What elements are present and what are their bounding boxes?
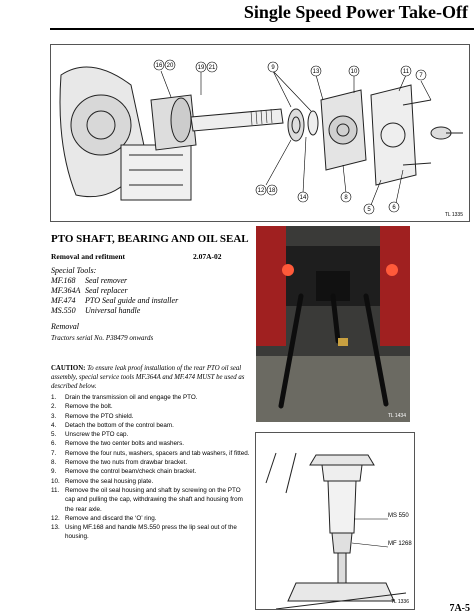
step-text: Unscrew the PTO cap. (65, 431, 129, 439)
step-text: Remove the seal housing plate. (65, 477, 154, 485)
callout-label: 10 (350, 69, 358, 75)
tool-desc: Seal replacer (85, 286, 128, 295)
page-title: Single Speed Power Take-Off (243, 2, 468, 22)
step-number: 1. (51, 394, 57, 401)
step-number: 4. (51, 421, 57, 429)
tool-code: MF.364A (51, 286, 81, 295)
tool-code: MF.474 (51, 296, 76, 305)
list-item (51, 486, 251, 514)
callout-label: 14 (299, 195, 307, 201)
header-rule (50, 28, 474, 30)
callout-label: 18 (268, 188, 276, 194)
figure-ref: TL 1434 (387, 413, 406, 419)
step-text: Detach the bottom of the control beam. (65, 421, 174, 429)
callout-label: 9 (271, 65, 275, 71)
seal-tool-drawing (256, 433, 414, 609)
step-text: Remove the two center bolts and washers. (65, 440, 185, 448)
callout-label: 16 (155, 63, 163, 69)
list-item (51, 412, 251, 421)
list-item (51, 514, 251, 523)
tool-code: MS.550 (51, 306, 76, 315)
list-item (51, 421, 251, 430)
callout-label: 11 (402, 69, 410, 75)
callout-label: 5 (367, 207, 371, 213)
tool-item (51, 276, 178, 286)
list-item (51, 439, 251, 448)
step-number: 8. (51, 459, 57, 467)
step-number: 12. (51, 514, 60, 522)
list-item (51, 458, 251, 467)
step-text: Remove the two nuts from drawbar bracket. (65, 459, 188, 467)
tool-desc: Seal remover (85, 276, 128, 285)
page-number: 7A-5 (449, 603, 470, 614)
step-text: Using MF.168 and handle MS.550 press the lip seal out of the housing. (65, 524, 237, 541)
list-item (51, 467, 251, 476)
list-item (51, 449, 251, 458)
callout-label: 20 (166, 63, 174, 69)
photo-drawing (256, 226, 410, 422)
step-number: 2. (51, 403, 57, 411)
figure-ref: TL 1336 (390, 599, 409, 605)
step-text: Remove the PTO shield. (65, 412, 134, 420)
step-number: 3. (51, 412, 57, 420)
callout-label: MF 1268 (388, 541, 412, 547)
special-tools-list (51, 276, 178, 316)
step-text: Remove the oil seal housing and shaft by screwing on the PTO cap and pulling the cap, withdrawing the shaft and housing from the rear axle. (65, 486, 243, 513)
step-number: 11. (51, 486, 60, 494)
callout-label: 21 (208, 65, 216, 71)
list-item (51, 402, 251, 411)
tool-item (51, 296, 178, 306)
callout-label: 7 (419, 73, 423, 79)
step-number: 13. (51, 524, 60, 532)
list-item (51, 523, 251, 542)
tool-desc: Universal handle (85, 306, 141, 315)
removal-steps (51, 393, 251, 542)
list-item (51, 477, 251, 486)
tool-desc: PTO Seal guide and installer (85, 296, 179, 305)
removal-heading: Removal (51, 322, 79, 331)
caution-note (51, 364, 247, 391)
section-title: PTO SHAFT, BEARING AND OIL SEAL (51, 233, 249, 245)
tool-item (51, 306, 178, 316)
caution-text: To ensure leak proof installation of the rear PTO oil seal assembly, special service tools MF.364A and MF.474 MUST be used as described below. (51, 365, 245, 390)
section-subtitle: Removal and refitment (51, 252, 126, 261)
exploded-view-drawing (51, 45, 469, 221)
step-number: 7. (51, 449, 57, 457)
callout-label: 19 (197, 65, 205, 71)
removal-serial: Tractors serial No. P38479 onwards (51, 334, 154, 342)
step-number: 5. (51, 431, 57, 439)
tool-code: MF.168 (51, 276, 76, 285)
step-text: Remove the control beam/check chain bracket. (65, 468, 197, 476)
step-text: Remove the bolt. (65, 403, 113, 411)
step-number: 6. (51, 440, 57, 448)
list-item (51, 430, 251, 439)
seal-tool-figure (255, 432, 415, 610)
exploded-view-figure (50, 44, 470, 222)
step-number: 9. (51, 468, 57, 476)
callout-label: 12 (257, 188, 265, 194)
special-tools-heading: Special Tools: (51, 266, 97, 275)
callout-label: 8 (344, 195, 348, 201)
step-text: Remove and discard the ‘O’ ring. (65, 514, 157, 522)
figure-ref: TL 1335 (444, 212, 463, 218)
step-number: 10. (51, 477, 60, 485)
caution-label: CAUTION: (51, 365, 86, 372)
tool-item (51, 286, 178, 296)
tractor-rear-photo (256, 226, 410, 422)
list-item (51, 393, 251, 402)
step-text: Remove the four nuts, washers, spacers and tab washers, if fitted. (65, 449, 250, 457)
step-text: Drain the transmission oil and engage the PTO. (65, 394, 198, 401)
section-code: 2.07A-02 (193, 252, 222, 261)
callout-label: 6 (392, 205, 396, 211)
callout-label: MS 550 (388, 513, 409, 519)
callout-label: 13 (312, 69, 320, 75)
